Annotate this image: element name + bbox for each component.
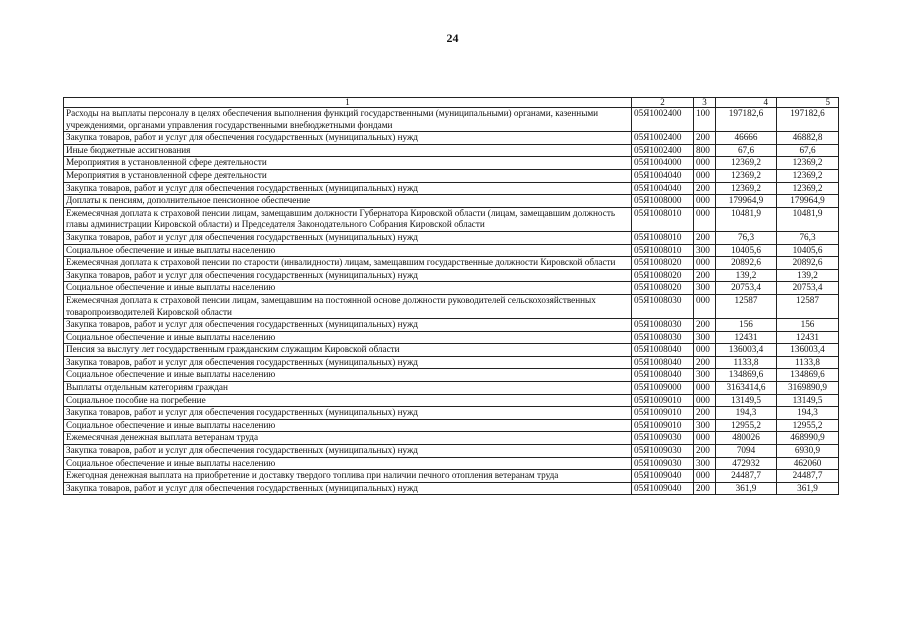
table-row	[64, 319, 839, 332]
amount-year-1-cell: 12369,2	[716, 169, 777, 182]
expense-type-cell: 000	[694, 195, 716, 208]
expense-type-cell: 200	[694, 356, 716, 369]
budget-table-body	[64, 98, 839, 495]
table-row	[64, 482, 839, 495]
expense-type-cell: 000	[694, 169, 716, 182]
target-code-cell: 05Я1008040	[632, 344, 694, 357]
amount-year-1-cell: 20753,4	[716, 282, 777, 295]
table-row	[64, 457, 839, 470]
expense-name-cell: Социальное обеспечение и иные выплаты населению	[64, 331, 632, 344]
expense-type-cell: 000	[694, 344, 716, 357]
amount-year-1-cell: 139,2	[716, 269, 777, 282]
table-row	[64, 331, 839, 344]
expense-name-cell: Ежегодная денежная выплата на приобретение и доставку твердого топлива при наличии печного отопления ветеранам труда	[64, 470, 632, 483]
amount-year-1-cell: 156	[716, 319, 777, 332]
target-code-cell: 05Я1008020	[632, 282, 694, 295]
amount-year-1-cell: 12431	[716, 331, 777, 344]
amount-year-1-cell: 136003,4	[716, 344, 777, 357]
amount-year-2-cell: 13149,5	[777, 394, 839, 407]
amount-year-1-cell: 20892,6	[716, 257, 777, 270]
expense-name-cell: Мероприятия в установленной сфере деятельности	[64, 169, 632, 182]
amount-year-2-cell: 3169890,9	[777, 382, 839, 395]
expense-name-cell: Социальное пособие на погребение	[64, 394, 632, 407]
expense-type-cell: 300	[694, 282, 716, 295]
table-row	[64, 132, 839, 145]
expense-type-cell: 200	[694, 482, 716, 495]
expense-type-cell: 300	[694, 457, 716, 470]
amount-year-2-cell: 136003,4	[777, 344, 839, 357]
expense-type-cell: 000	[694, 157, 716, 170]
amount-year-2-cell: 12587	[777, 294, 839, 318]
budget-table	[63, 97, 839, 495]
expense-name-cell: Социальное обеспечение и иные выплаты населению	[64, 282, 632, 295]
amount-year-2-cell: 462060	[777, 457, 839, 470]
table-row	[64, 282, 839, 295]
expense-name-cell: Закупка товаров, работ и услуг для обеспечения государственных (муниципальных) нужд	[64, 356, 632, 369]
target-code-cell: 05Я1009010	[632, 407, 694, 420]
amount-year-2-cell: 197182,6	[777, 108, 839, 132]
target-code-cell: 05Я1008020	[632, 257, 694, 270]
table-row	[64, 207, 839, 231]
table-row	[64, 407, 839, 420]
expense-type-cell: 300	[694, 244, 716, 257]
table-row	[64, 470, 839, 483]
expense-type-cell: 200	[694, 269, 716, 282]
expense-name-cell: Социальное обеспечение и иные выплаты населению	[64, 244, 632, 257]
column-number-row	[64, 98, 839, 108]
amount-year-2-cell: 6930,9	[777, 445, 839, 458]
expense-name-cell: Социальное обеспечение и иные выплаты населению	[64, 369, 632, 382]
expense-type-cell: 000	[694, 294, 716, 318]
target-code-cell: 05Я1008010	[632, 207, 694, 231]
amount-year-1-cell: 7094	[716, 445, 777, 458]
amount-year-1-cell: 194,3	[716, 407, 777, 420]
expense-type-cell: 300	[694, 331, 716, 344]
table-row	[64, 195, 839, 208]
amount-year-2-cell: 12431	[777, 331, 839, 344]
target-code-cell: 05Я1009030	[632, 457, 694, 470]
amount-year-2-cell: 12369,2	[777, 182, 839, 195]
expense-type-cell: 200	[694, 319, 716, 332]
amount-year-2-cell: 12369,2	[777, 169, 839, 182]
amount-year-2-cell: 76,3	[777, 231, 839, 244]
target-code-cell: 05Я1008010	[632, 244, 694, 257]
target-code-cell: 05Я1009040	[632, 470, 694, 483]
table-row	[64, 144, 839, 157]
amount-year-2-cell: 139,2	[777, 269, 839, 282]
expense-name-cell: Пенсия за выслугу лет государственным гражданским служащим Кировской области	[64, 344, 632, 357]
expense-name-cell: Закупка товаров, работ и услуг для обеспечения государственных (муниципальных) нужд	[64, 182, 632, 195]
amount-year-1-cell: 480026	[716, 432, 777, 445]
table-row	[64, 269, 839, 282]
amount-year-1-cell: 76,3	[716, 231, 777, 244]
expense-name-cell: Закупка товаров, работ и услуг для обеспечения государственных (муниципальных) нужд	[64, 445, 632, 458]
target-code-cell: 05Я1008020	[632, 269, 694, 282]
table-row	[64, 231, 839, 244]
amount-year-2-cell: 156	[777, 319, 839, 332]
expense-name-cell: Ежемесячная доплата к страховой пенсии по старости (инвалидности) лицам, замещавшим государственные должности Кировской области	[64, 257, 632, 270]
page-number: 24	[446, 31, 459, 45]
table-row	[64, 169, 839, 182]
target-code-cell: 05Я1004040	[632, 169, 694, 182]
target-code-cell: 05Я1004040	[632, 182, 694, 195]
target-code-cell: 05Я1009040	[632, 482, 694, 495]
expense-name-cell: Закупка товаров, работ и услуг для обеспечения государственных (муниципальных) нужд	[64, 319, 632, 332]
expense-name-cell: Ежемесячная денежная выплата ветеранам труда	[64, 432, 632, 445]
table-row	[64, 344, 839, 357]
expense-type-cell: 800	[694, 144, 716, 157]
table-row	[64, 419, 839, 432]
amount-year-1-cell: 361,9	[716, 482, 777, 495]
target-code-cell: 05Я1008030	[632, 319, 694, 332]
table-row	[64, 182, 839, 195]
amount-year-1-cell: 10405,6	[716, 244, 777, 257]
expense-type-cell: 200	[694, 407, 716, 420]
expense-name-cell: Социальное обеспечение и иные выплаты населению	[64, 419, 632, 432]
amount-year-1-cell: 12955,2	[716, 419, 777, 432]
amount-year-2-cell: 12955,2	[777, 419, 839, 432]
amount-year-1-cell: 13149,5	[716, 394, 777, 407]
amount-year-1-cell: 67,6	[716, 144, 777, 157]
target-code-cell: 05Я1008030	[632, 294, 694, 318]
expense-name-cell: Социальное обеспечение и иные выплаты населению	[64, 457, 632, 470]
column-number-5: 5	[777, 98, 839, 108]
amount-year-2-cell: 46882,8	[777, 132, 839, 145]
target-code-cell: 05Я1009000	[632, 382, 694, 395]
amount-year-1-cell: 197182,6	[716, 108, 777, 132]
table-row	[64, 257, 839, 270]
amount-year-2-cell: 1133,8	[777, 356, 839, 369]
column-number-4: 4	[716, 98, 777, 108]
amount-year-2-cell: 10405,6	[777, 244, 839, 257]
target-code-cell: 05Я1008040	[632, 369, 694, 382]
amount-year-1-cell: 10481,9	[716, 207, 777, 231]
amount-year-2-cell: 361,9	[777, 482, 839, 495]
table-row	[64, 432, 839, 445]
expense-name-cell: Закупка товаров, работ и услуг для обеспечения государственных (муниципальных) нужд	[64, 482, 632, 495]
target-code-cell: 05Я1002400	[632, 132, 694, 145]
amount-year-1-cell: 1133,8	[716, 356, 777, 369]
amount-year-2-cell: 10481,9	[777, 207, 839, 231]
target-code-cell: 05Я1008030	[632, 331, 694, 344]
column-number-3: 3	[694, 98, 716, 108]
expense-type-cell: 000	[694, 207, 716, 231]
expense-name-cell: Закупка товаров, работ и услуг для обеспечения государственных (муниципальных) нужд	[64, 407, 632, 420]
expense-name-cell: Закупка товаров, работ и услуг для обеспечения государственных (муниципальных) нужд	[64, 269, 632, 282]
table-row	[64, 108, 839, 132]
amount-year-2-cell: 20753,4	[777, 282, 839, 295]
table-row	[64, 356, 839, 369]
amount-year-2-cell: 134869,6	[777, 369, 839, 382]
expense-name-cell: Ежемесячная доплата к страховой пенсии лицам, замещавшим на постоянной основе должности руководителей сельскохозяйственных товаропроизводителей Кировской области	[64, 294, 632, 318]
expense-name-cell: Иные бюджетные ассигнования	[64, 144, 632, 157]
expense-type-cell: 300	[694, 419, 716, 432]
column-number-1: 1	[64, 98, 632, 108]
amount-year-2-cell: 20892,6	[777, 257, 839, 270]
target-code-cell: 05Я1009010	[632, 419, 694, 432]
expense-type-cell: 200	[694, 132, 716, 145]
target-code-cell: 05Я1002400	[632, 144, 694, 157]
amount-year-2-cell: 12369,2	[777, 157, 839, 170]
expense-type-cell: 000	[694, 470, 716, 483]
amount-year-2-cell: 179964,9	[777, 195, 839, 208]
amount-year-2-cell: 468990,9	[777, 432, 839, 445]
table-row	[64, 244, 839, 257]
target-code-cell: 05Я1009030	[632, 432, 694, 445]
expense-type-cell: 200	[694, 182, 716, 195]
column-number-2: 2	[632, 98, 694, 108]
amount-year-1-cell: 134869,6	[716, 369, 777, 382]
expense-name-cell: Ежемесячная доплата к страховой пенсии лицам, замещавшим должности Губернатора Кировской области (лицам, замещавшим должность главы администрации Кировской области) и Председателя Законодательного Собрания Кировской области	[64, 207, 632, 231]
amount-year-1-cell: 12369,2	[716, 157, 777, 170]
table-row	[64, 157, 839, 170]
table-row	[64, 445, 839, 458]
table-row	[64, 382, 839, 395]
target-code-cell: 05Я1008000	[632, 195, 694, 208]
amount-year-2-cell: 67,6	[777, 144, 839, 157]
amount-year-1-cell: 46666	[716, 132, 777, 145]
expense-name-cell: Закупка товаров, работ и услуг для обеспечения государственных (муниципальных) нужд	[64, 132, 632, 145]
target-code-cell: 05Я1009030	[632, 445, 694, 458]
expense-type-cell: 100	[694, 108, 716, 132]
expense-type-cell: 000	[694, 382, 716, 395]
table-row	[64, 294, 839, 318]
target-code-cell: 05Я1002400	[632, 108, 694, 132]
expense-name-cell: Мероприятия в установленной сфере деятельности	[64, 157, 632, 170]
expense-type-cell: 000	[694, 257, 716, 270]
amount-year-1-cell: 12587	[716, 294, 777, 318]
expense-name-cell: Доплаты к пенсиям, дополнительное пенсионное обеспечение	[64, 195, 632, 208]
expense-type-cell: 200	[694, 231, 716, 244]
amount-year-1-cell: 179964,9	[716, 195, 777, 208]
target-code-cell: 05Я1008040	[632, 356, 694, 369]
amount-year-1-cell: 472932	[716, 457, 777, 470]
table-row	[64, 394, 839, 407]
amount-year-1-cell: 12369,2	[716, 182, 777, 195]
table-row	[64, 369, 839, 382]
target-code-cell: 05Я1008010	[632, 231, 694, 244]
target-code-cell: 05Я1009010	[632, 394, 694, 407]
expense-name-cell: Выплаты отдельным категориям граждан	[64, 382, 632, 395]
amount-year-2-cell: 194,3	[777, 407, 839, 420]
expense-name-cell: Закупка товаров, работ и услуг для обеспечения государственных (муниципальных) нужд	[64, 231, 632, 244]
expense-name-cell: Расходы на выплаты персоналу в целях обеспечения выполнения функций государственными (муниципальными) органами, казенными учреждениями, органами управления государственными внебюджетными фондами	[64, 108, 632, 132]
expense-type-cell: 000	[694, 394, 716, 407]
expense-type-cell: 300	[694, 369, 716, 382]
target-code-cell: 05Я1004000	[632, 157, 694, 170]
amount-year-1-cell: 3163414,6	[716, 382, 777, 395]
expense-type-cell: 200	[694, 445, 716, 458]
amount-year-2-cell: 24487,7	[777, 470, 839, 483]
amount-year-1-cell: 24487,7	[716, 470, 777, 483]
expense-type-cell: 000	[694, 432, 716, 445]
